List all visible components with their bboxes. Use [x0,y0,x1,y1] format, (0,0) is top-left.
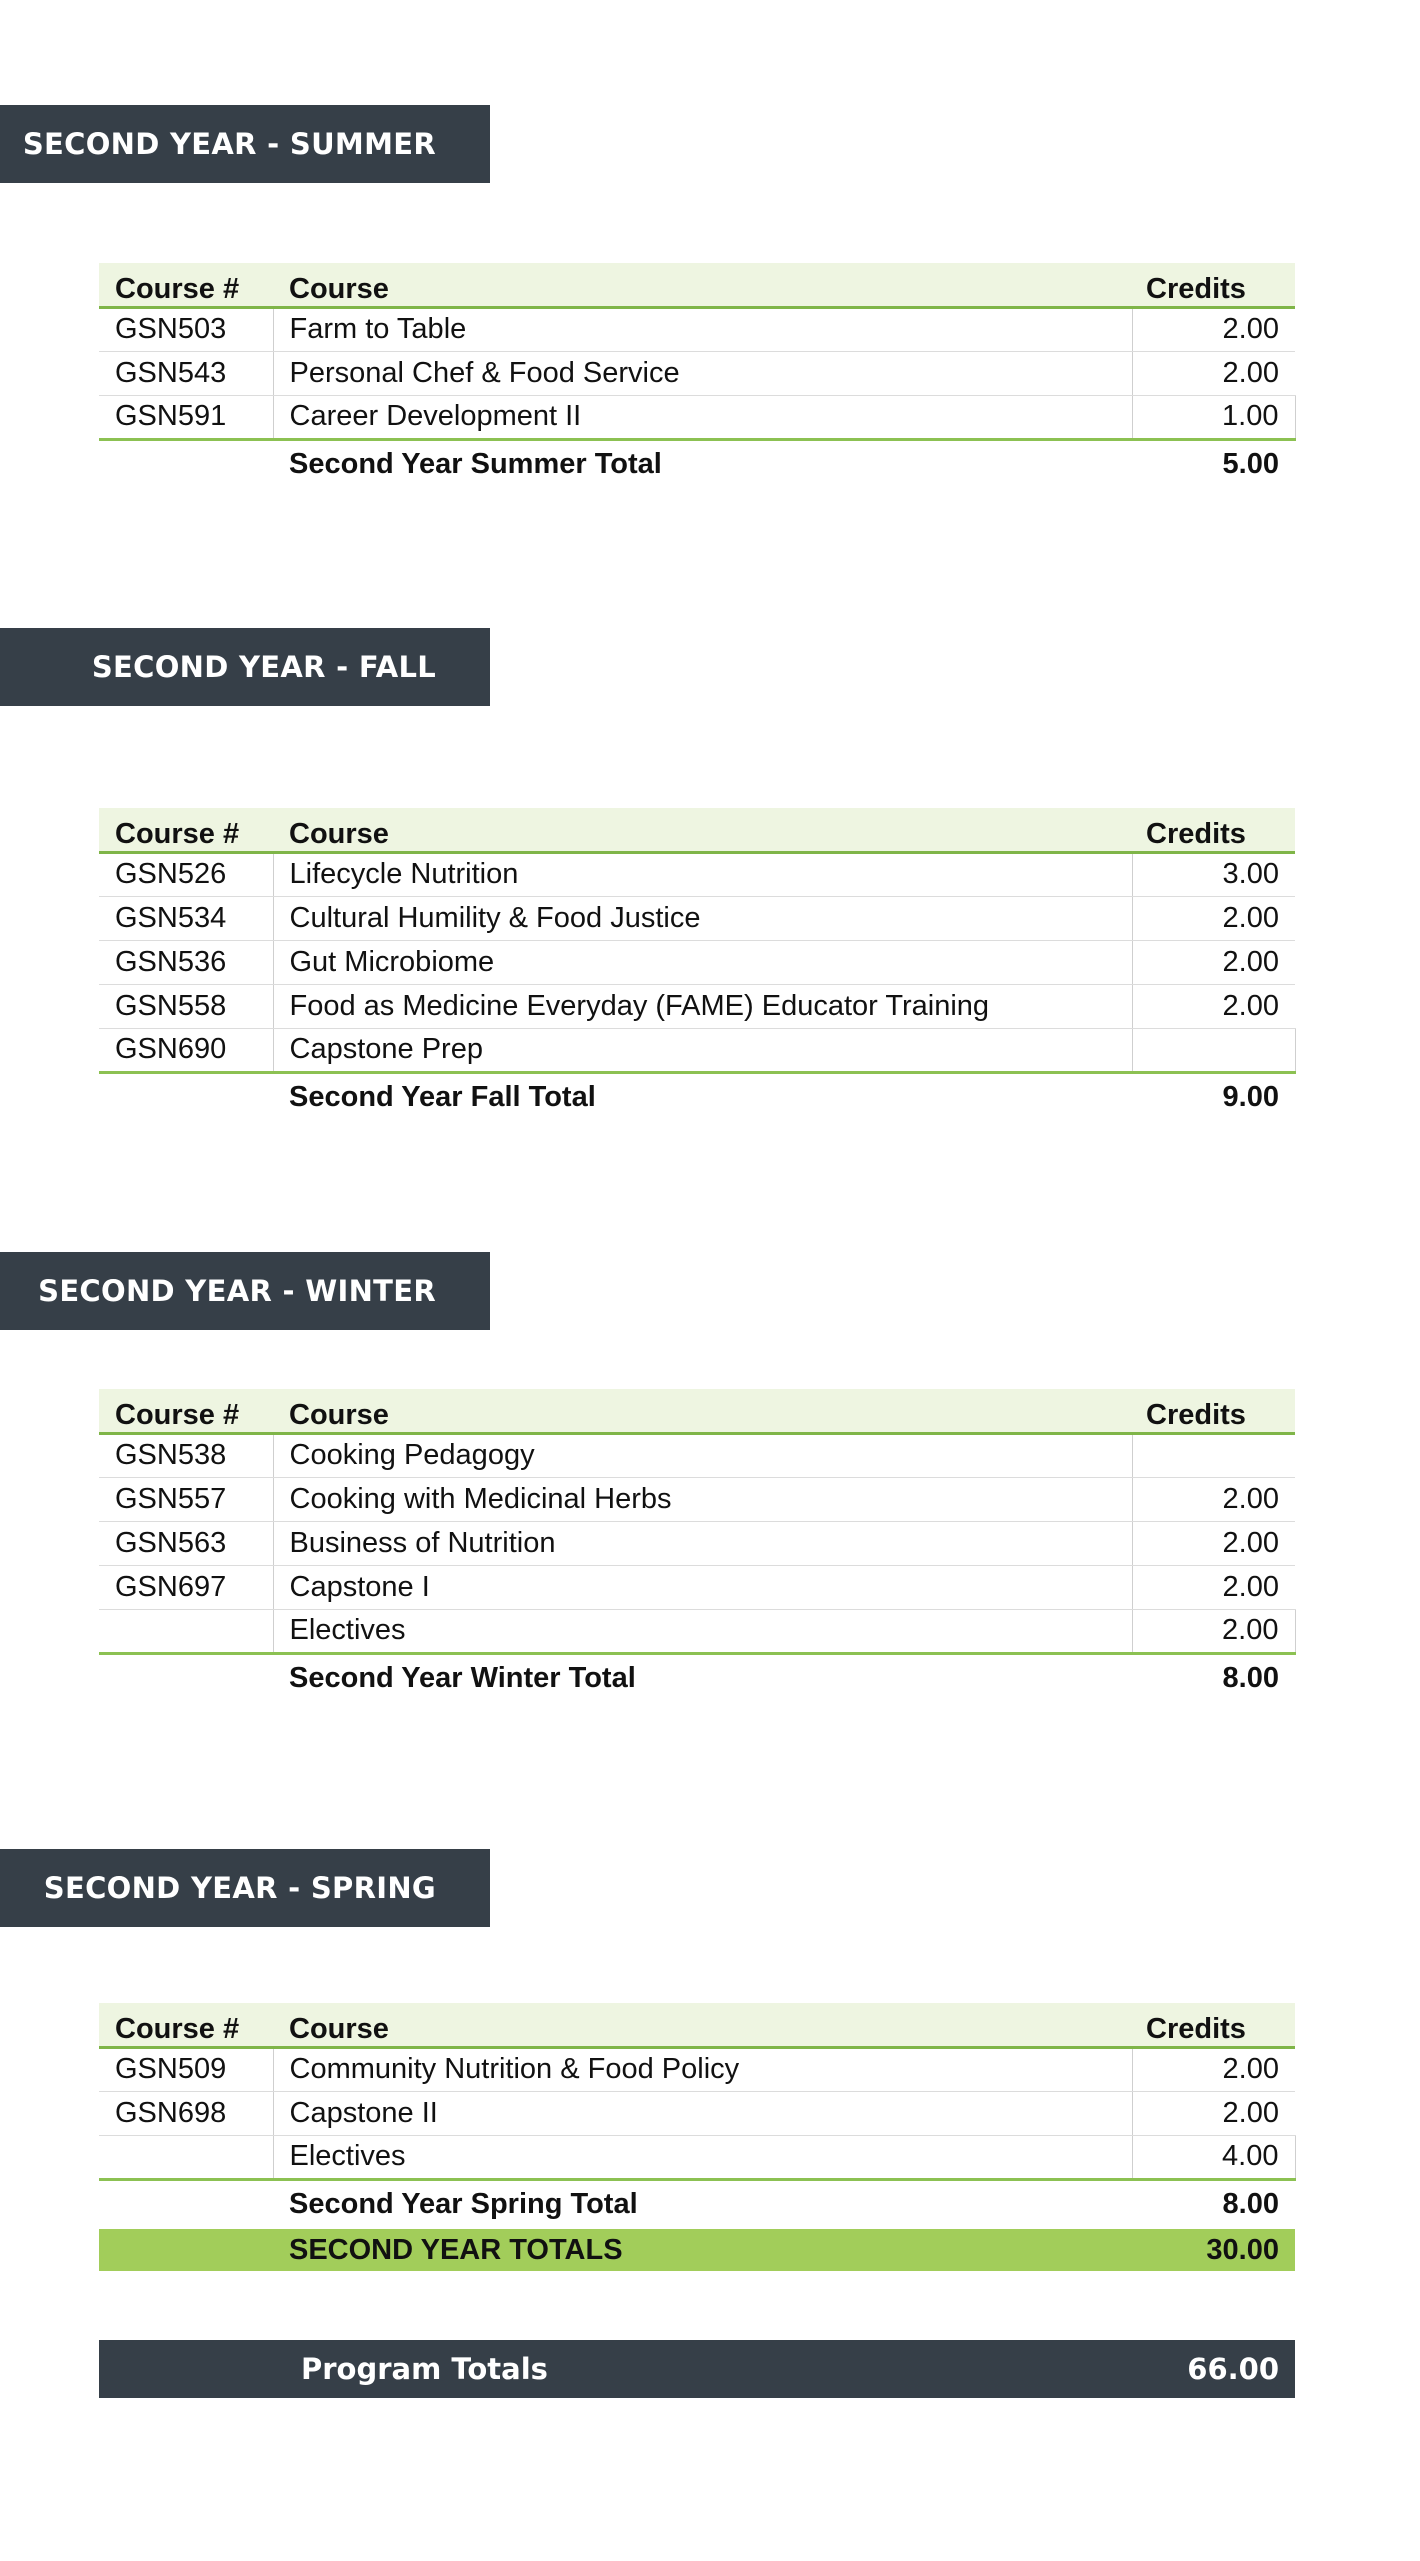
table-header-row [99,2003,1295,2047]
section-banner: SECOND YEAR - SPRING [0,1849,490,1927]
course-credits: 2.00 [1132,1609,1295,1653]
course-credits: 2.00 [1132,307,1295,351]
header-course-number: Course # [99,1389,273,1433]
course-name: Community Nutrition & Food Policy [273,2047,1132,2091]
table-header-row [99,808,1295,852]
header-course: Course [273,263,1132,307]
term-total-row [99,1653,1295,1703]
total-spacer [99,2179,273,2229]
course-number: GSN543 [99,351,273,395]
term-total-value: 9.00 [1222,1081,1279,1114]
course-credits: 2.00 [1132,2091,1295,2135]
course-number: GSN697 [99,1565,273,1609]
course-credits: 2.00 [1132,1565,1295,1609]
course-number: GSN503 [99,307,273,351]
course-credits: 1.00 [1132,395,1295,439]
table-row [99,940,1295,984]
term-total-row [99,2179,1295,2229]
course-number [99,1609,273,1653]
course-number: GSN698 [99,2091,273,2135]
course-name: Lifecycle Nutrition [273,852,1132,896]
term-total-label: Second Year Fall Total [289,1081,596,1114]
program-totals-label: Program Totals [301,2352,548,2386]
grand-spacer [99,2229,273,2271]
course-name: Cooking Pedagogy [273,1433,1132,1477]
total-spacer [99,439,273,489]
term-total-value: 8.00 [1222,1662,1279,1695]
header-course-number: Course # [99,263,273,307]
course-name: Career Development II [273,395,1132,439]
table-row [99,1521,1295,1565]
table-row [99,307,1295,351]
header-credits: Credits [1132,808,1295,852]
year-total-value: 30.00 [1132,2229,1295,2271]
table-row [99,852,1295,896]
table-row [99,1609,1295,1653]
header-course: Course [273,1389,1132,1433]
term-total-row [99,1072,1295,1122]
course-credits: 2.00 [1132,896,1295,940]
header-credits: Credits [1132,2003,1295,2047]
section-banner: SECOND YEAR - FALL [0,628,490,706]
table-row [99,2091,1295,2135]
course-name: Electives [273,1609,1132,1653]
course-number: GSN526 [99,852,273,896]
total-spacer [99,1653,273,1703]
year-total-row [99,2229,1295,2271]
course-credits: 2.00 [1132,351,1295,395]
section-banner: SECOND YEAR - SUMMER [0,105,490,183]
header-course-number: Course # [99,2003,273,2047]
course-name: Personal Chef & Food Service [273,351,1132,395]
table-header-row [99,263,1295,307]
header-credits: Credits [1132,263,1295,307]
course-number: GSN536 [99,940,273,984]
course-name: Capstone I [273,1565,1132,1609]
table-header-row [99,1389,1295,1433]
table-row [99,984,1295,1028]
course-table-fall [99,808,1296,1122]
course-credits: 3.00 [1132,852,1295,896]
course-credits [1132,1028,1295,1072]
header-credits: Credits [1132,1389,1295,1433]
table-row [99,1028,1295,1072]
table-row [99,395,1295,439]
course-name: Farm to Table [273,307,1132,351]
course-table-winter [99,1389,1296,1703]
section-banner: SECOND YEAR - WINTER [0,1252,490,1330]
table-row [99,1433,1295,1477]
course-credits: 2.00 [1132,940,1295,984]
course-name: Business of Nutrition [273,1521,1132,1565]
course-table-spring [99,2003,1296,2271]
course-number: GSN690 [99,1028,273,1072]
table-row [99,351,1295,395]
term-total-value: 8.00 [1222,2188,1279,2221]
table-row [99,1477,1295,1521]
course-number: GSN509 [99,2047,273,2091]
course-number: GSN558 [99,984,273,1028]
course-name: Food as Medicine Everyday (FAME) Educator Training [273,984,1132,1028]
course-table-summer [99,263,1296,489]
program-totals-bar [99,2340,1295,2398]
course-name: Cooking with Medicinal Herbs [273,1477,1132,1521]
table-row [99,2047,1295,2091]
course-number: GSN591 [99,395,273,439]
course-credits: 2.00 [1132,1521,1295,1565]
term-total-label: Second Year Winter Total [289,1662,636,1695]
header-course: Course [273,808,1132,852]
total-spacer [99,1072,273,1122]
term-total-value: 5.00 [1222,448,1279,481]
course-number: GSN563 [99,1521,273,1565]
course-number: GSN538 [99,1433,273,1477]
course-number [99,2135,273,2179]
program-totals-value: 66.00 [1187,2352,1279,2386]
term-total-row [99,439,1295,489]
header-course: Course [273,2003,1132,2047]
table-row [99,1565,1295,1609]
course-name: Electives [273,2135,1132,2179]
course-name: Capstone II [273,2091,1132,2135]
table-row [99,896,1295,940]
course-number: GSN557 [99,1477,273,1521]
course-name: Gut Microbiome [273,940,1132,984]
course-number: GSN534 [99,896,273,940]
course-credits [1132,1433,1295,1477]
term-total-label: Second Year Summer Total [289,448,662,481]
course-credits: 4.00 [1132,2135,1295,2179]
course-credits: 2.00 [1132,1477,1295,1521]
course-name: Capstone Prep [273,1028,1132,1072]
course-name: Cultural Humility & Food Justice [273,896,1132,940]
course-credits: 2.00 [1132,984,1295,1028]
table-row [99,2135,1295,2179]
term-total-label: Second Year Spring Total [289,2188,638,2221]
year-total-label: SECOND YEAR TOTALS [273,2229,1132,2271]
header-course-number: Course # [99,808,273,852]
course-credits: 2.00 [1132,2047,1295,2091]
